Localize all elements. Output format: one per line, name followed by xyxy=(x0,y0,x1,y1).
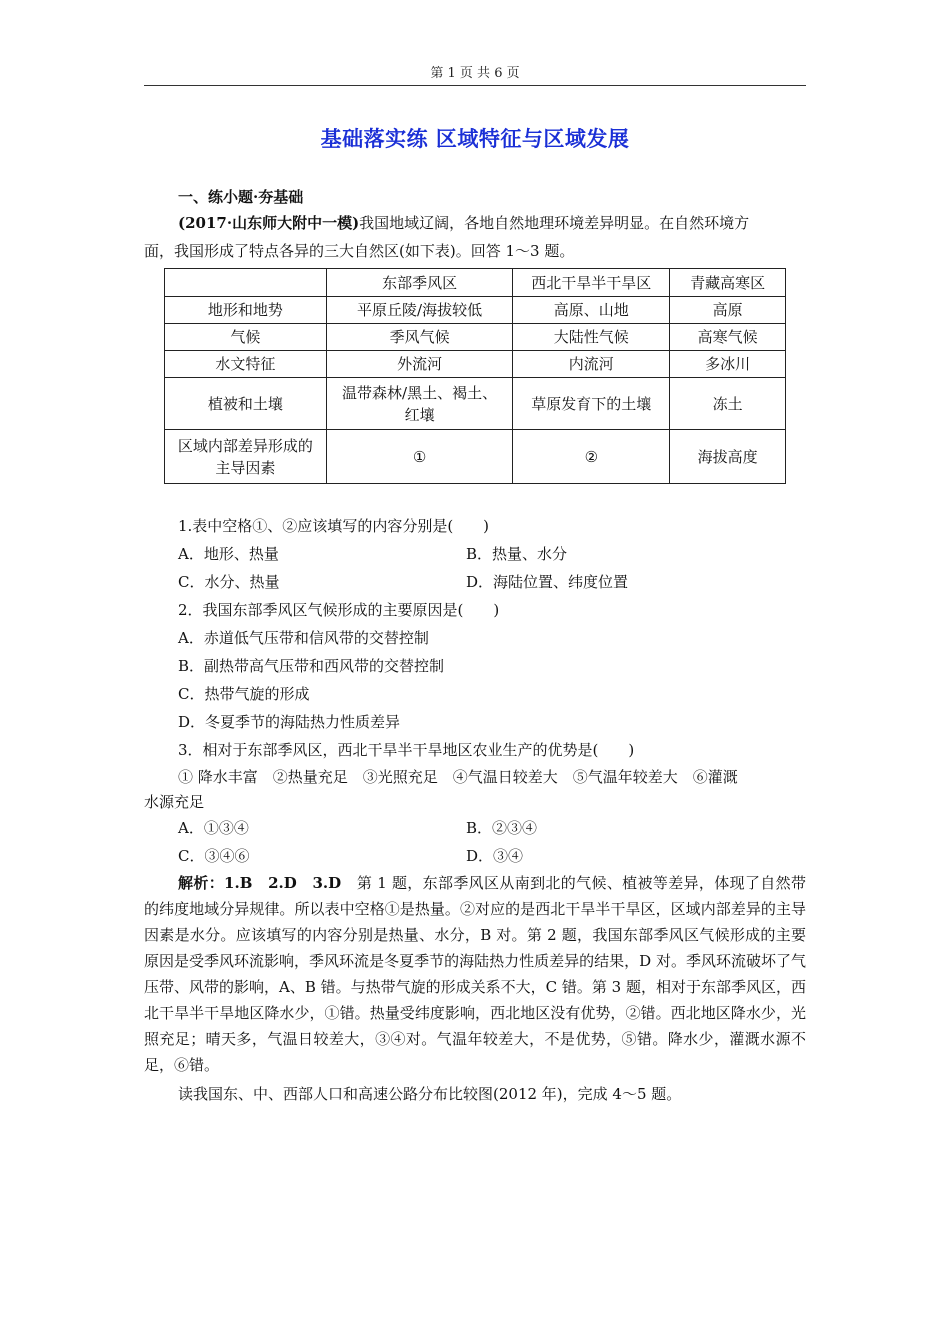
question-3-option-b: B．②③④ xyxy=(466,819,538,837)
table-header-row xyxy=(165,269,786,297)
question-3-option-d: D．③④ xyxy=(466,847,524,865)
table-cell: 外流河 xyxy=(326,351,513,378)
header-divider xyxy=(144,85,806,86)
table-cell: 地形和地势 xyxy=(165,297,327,324)
question-1-stem: 1.表中空格①、②应该填写的内容分别是( ) xyxy=(178,517,490,535)
question-2-option-b: B．副热带高气压带和西风带的交替控制 xyxy=(178,657,445,675)
next-question-prompt: 读我国东、中、西部人口和高速公路分布比较图(2012 年)，完成 4～5 题。 xyxy=(178,1085,682,1103)
question-3-choices-cont: 水源充足 xyxy=(144,793,205,811)
question-1-option-c: C．水分、热量 xyxy=(178,573,280,591)
table-cell: 内流河 xyxy=(513,351,670,378)
table-row xyxy=(165,297,786,324)
intro-source: (2017·山东师大附中一模) xyxy=(178,214,360,232)
table-header-cell: 青藏高寒区 xyxy=(670,269,786,297)
table-header-cell xyxy=(165,269,327,297)
table-header-cell: 西北干旱半干旱区 xyxy=(513,269,670,297)
question-2-option-d: D．冬夏季节的海陆热力性质差异 xyxy=(178,713,401,731)
analysis-text: 第 1 题，东部季风区从南到北的气候、植被等差异，体现了自然带的纬度地域分异规律。所以表中空格①是热量。②对应的是西北干旱半干旱区，区域内部差异的主导因素是水分。应该填写的内容分别是热量、水分，B 对。第 2 题，我国东部季风区气候形成的主要原因是受季风环流影响，季风环流是冬夏季节的海陆热力性质差异的结果，D 对。季风环流破坏了气压带、风带的影响，A、B 错。与热带气旋的形成关系不大，C 错。第 3 题，相对于东部季风区，西北干旱半干旱地区降水少，①错。热量受纬度影响，西北地区没有优势，②错。西北地区降水少，光照充足；晴天多，气温日较差大，③④对。气温年较差大，不是优势，⑤错。降水少，灌溉水源不足，⑥错。 xyxy=(144,874,806,1074)
table-cell: 气候 xyxy=(165,324,327,351)
table-cell: 温带森林/黑土、褐土、红壤 xyxy=(326,378,513,430)
table-row xyxy=(165,324,786,351)
natural-regions-table xyxy=(164,268,786,484)
table-cell: 平原丘陵/海拔较低 xyxy=(326,297,513,324)
question-2-stem: 2．我国东部季风区气候形成的主要原因是( ) xyxy=(178,601,500,619)
table-cell: 多冰川 xyxy=(670,351,786,378)
analysis-label: 解析： xyxy=(178,874,225,892)
question-3-option-c: C．③④⑥ xyxy=(178,847,250,865)
document-title: 基础落实练 区域特征与区域发展 xyxy=(320,126,630,151)
page-number-header: 第 1 页 共 6 页 xyxy=(430,66,520,81)
table-cell: 季风气候 xyxy=(326,324,513,351)
table-row xyxy=(165,378,786,430)
table-header-cell: 东部季风区 xyxy=(326,269,513,297)
table-cell: 海拔高度 xyxy=(670,430,786,484)
question-1-option-d: D．海陆位置、纬度位置 xyxy=(466,573,629,591)
question-2-option-a: A．赤道低气压带和信风带的交替控制 xyxy=(178,629,429,647)
intro-line-1 xyxy=(178,212,749,234)
table-cell: ① xyxy=(326,430,513,484)
table-cell: 大陆性气候 xyxy=(513,324,670,351)
table-cell: 植被和土壤 xyxy=(165,378,327,430)
question-1-option-b: B．热量、水分 xyxy=(466,545,568,563)
table-row xyxy=(165,430,786,484)
question-1-option-a: A．地形、热量 xyxy=(178,545,279,563)
analysis-answers: 1.B 2.D 3.D xyxy=(224,874,342,892)
question-3-stem: 3．相对于东部季风区，西北干旱半干旱地区农业生产的优势是( ) xyxy=(178,741,635,759)
question-3-choices: ① 降水丰富 ②热量充足 ③光照充足 ④气温日较差大 ⑤气温年较差大 ⑥灌溉 xyxy=(178,768,738,786)
table-cell: 草原发育下的土壤 xyxy=(513,378,670,430)
intro-text: 我国地域辽阔，各地自然地理环境差异明显。在自然环境方 xyxy=(359,214,750,232)
table-cell: 高原 xyxy=(670,297,786,324)
table-cell: 水文特征 xyxy=(165,351,327,378)
section-heading: 一、练小题·夯基础 xyxy=(178,188,304,206)
intro-line-2: 面，我国形成了特点各异的三大自然区(如下表)。回答 1～3 题。 xyxy=(144,242,575,260)
table-cell: 高寒气候 xyxy=(670,324,786,351)
table-cell: 高原、山地 xyxy=(513,297,670,324)
table-cell: 冻土 xyxy=(670,378,786,430)
table-cell: ② xyxy=(513,430,670,484)
table-cell: 区域内部差异形成的主导因素 xyxy=(165,430,327,484)
question-3-option-a: A．①③④ xyxy=(178,819,249,837)
analysis-paragraph xyxy=(144,870,806,1078)
table-row xyxy=(165,351,786,378)
question-2-option-c: C．热带气旋的形成 xyxy=(178,685,310,703)
